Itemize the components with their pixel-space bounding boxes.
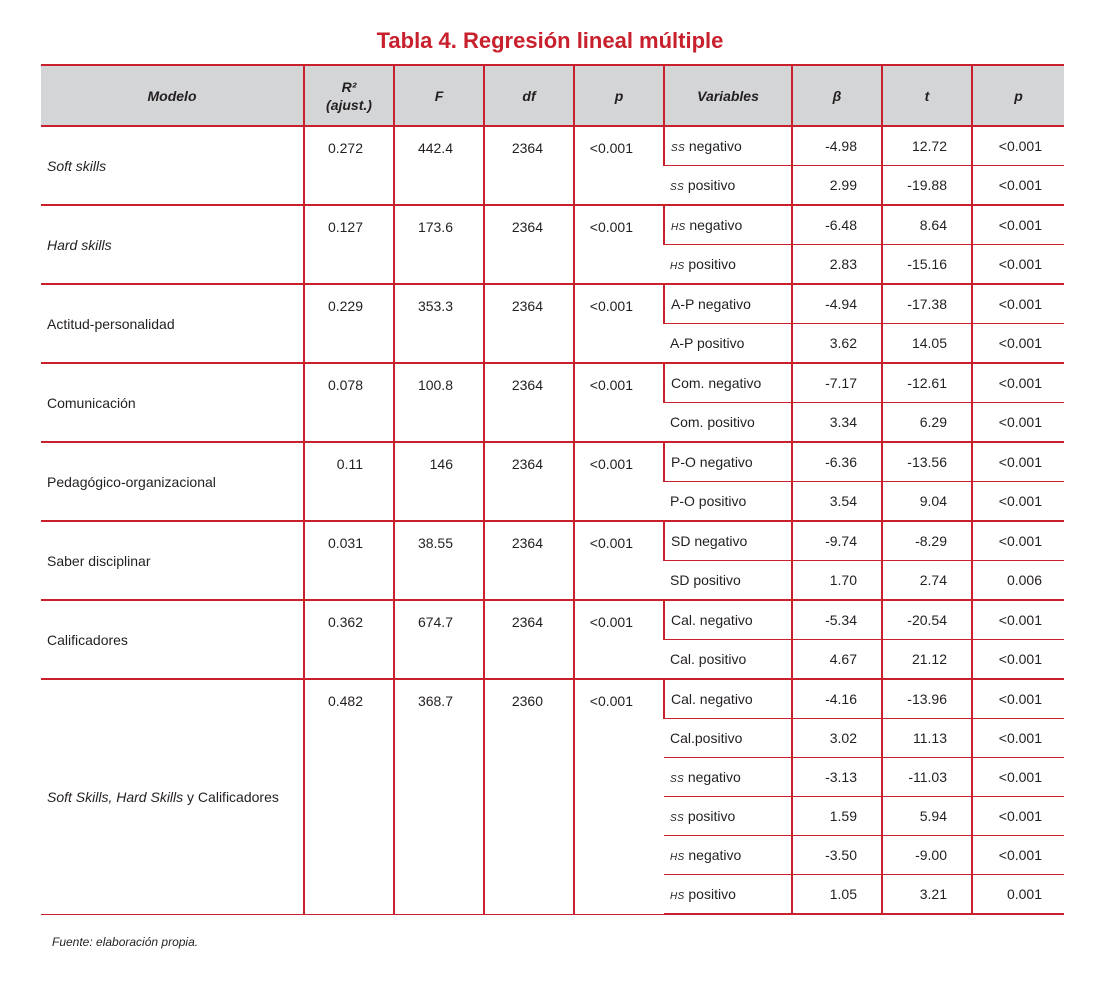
beta-value: 3.02	[792, 719, 882, 758]
variable-label: Cal. positivo	[670, 651, 747, 667]
df-value: 2364	[484, 600, 574, 679]
beta-value: -7.17	[792, 363, 882, 403]
p-value: <0.001	[574, 521, 664, 600]
f-value: 173.6	[394, 205, 484, 284]
variable-name	[664, 166, 792, 206]
t-value: -8.29	[882, 521, 972, 561]
header-t: t	[882, 65, 972, 126]
beta-value: 1.70	[792, 561, 882, 601]
variable-name	[664, 836, 792, 875]
header-variables: Variables	[664, 65, 792, 126]
row-p-value: <0.001	[972, 126, 1064, 166]
header-p2: p	[972, 65, 1064, 126]
beta-value: -4.98	[792, 126, 882, 166]
variable-name	[664, 205, 792, 245]
header-beta: β	[792, 65, 882, 126]
beta-value: -5.34	[792, 600, 882, 640]
p-value: <0.001	[574, 442, 664, 521]
table-row	[41, 442, 1064, 482]
model-name: Comunicación	[41, 363, 304, 442]
f-value: 353.3	[394, 284, 484, 363]
row-p-value: <0.001	[972, 324, 1064, 364]
t-value: -12.61	[882, 363, 972, 403]
p-value: <0.001	[574, 205, 664, 284]
header-r2-sub: (ajust.)	[326, 96, 372, 113]
variable-prefix: HS	[670, 261, 685, 272]
t-value: 8.64	[882, 205, 972, 245]
variable-label: negativo	[685, 217, 743, 233]
df-value: 2364	[484, 521, 574, 600]
model-name: Pedagógico-organizacional	[41, 442, 304, 521]
f-value: 674.7	[394, 600, 484, 679]
r2-value: 0.078	[304, 363, 394, 442]
t-value: -19.88	[882, 166, 972, 206]
variable-prefix: SS	[671, 143, 685, 154]
beta-value: -6.36	[792, 442, 882, 482]
variable-name	[664, 719, 792, 758]
f-value: 38.55	[394, 521, 484, 600]
model-name-part: Soft Skills	[47, 788, 109, 805]
beta-value: -4.94	[792, 284, 882, 324]
r2-value: 0.031	[304, 521, 394, 600]
variable-label: negativo	[684, 847, 742, 863]
variable-label: positivo	[683, 177, 736, 193]
variable-label: Cal. negativo	[671, 612, 753, 628]
table-row	[41, 521, 1064, 561]
row-p-value: <0.001	[972, 640, 1064, 680]
beta-value: 1.59	[792, 797, 882, 836]
variable-prefix: SS	[670, 813, 684, 824]
variable-label: SD positivo	[670, 572, 741, 588]
table-row	[41, 600, 1064, 640]
row-p-value: <0.001	[972, 521, 1064, 561]
df-value: 2364	[484, 363, 574, 442]
f-value: 368.7	[394, 679, 484, 914]
model-name: Hard skills	[41, 205, 304, 284]
header-r2	[304, 65, 394, 126]
t-value: -17.38	[882, 284, 972, 324]
beta-value: -3.13	[792, 758, 882, 797]
row-p-value: <0.001	[972, 482, 1064, 522]
variable-label: Com. positivo	[670, 414, 755, 430]
row-p-value: <0.001	[972, 797, 1064, 836]
variable-name	[664, 758, 792, 797]
model-name-part: y Calificadores	[183, 788, 279, 805]
row-p-value: <0.001	[972, 758, 1064, 797]
source-note: Fuente: elaboración propia.	[52, 935, 199, 949]
beta-value: -6.48	[792, 205, 882, 245]
row-p-value: <0.001	[972, 679, 1064, 719]
model-name	[41, 679, 304, 914]
table-row	[41, 363, 1064, 403]
variable-name	[664, 561, 792, 601]
variable-label: SD negativo	[671, 533, 748, 549]
variable-name	[664, 600, 792, 640]
df-value: 2364	[484, 126, 574, 205]
header-modelo: Modelo	[41, 65, 304, 126]
row-p-value: 0.006	[972, 561, 1064, 601]
p-value: <0.001	[574, 363, 664, 442]
variable-name	[664, 482, 792, 522]
table-row	[41, 679, 1064, 719]
variable-name	[664, 324, 792, 364]
row-p-value: <0.001	[972, 442, 1064, 482]
variable-label: P-O negativo	[671, 454, 753, 470]
variable-prefix: HS	[671, 222, 686, 233]
table-body	[41, 126, 1064, 914]
beta-value: 3.34	[792, 403, 882, 443]
r2-value: 0.11	[304, 442, 394, 521]
beta-value: -4.16	[792, 679, 882, 719]
variable-label: A-P positivo	[670, 335, 745, 351]
header-r2-main: R²	[341, 78, 357, 95]
variable-name	[664, 875, 792, 915]
variable-prefix: HS	[670, 891, 685, 902]
header-p: p	[574, 65, 664, 126]
model-name: Soft skills	[41, 126, 304, 205]
table-row	[41, 126, 1064, 166]
df-value: 2360	[484, 679, 574, 914]
model-name: Calificadores	[41, 600, 304, 679]
variable-label: negativo	[684, 138, 742, 154]
row-p-value: <0.001	[972, 363, 1064, 403]
table-row	[41, 284, 1064, 324]
t-value: 3.21	[882, 875, 972, 915]
t-value: 14.05	[882, 324, 972, 364]
t-value: -9.00	[882, 836, 972, 875]
variable-name	[664, 640, 792, 680]
model-name-part: ,	[108, 788, 117, 805]
row-p-value: <0.001	[972, 600, 1064, 640]
variable-label: Cal.positivo	[670, 730, 743, 746]
t-value: -13.96	[882, 679, 972, 719]
row-p-value: <0.001	[972, 166, 1064, 206]
row-p-value: <0.001	[972, 205, 1064, 245]
t-value: -20.54	[882, 600, 972, 640]
row-p-value: <0.001	[972, 284, 1064, 324]
variable-name	[664, 245, 792, 285]
row-p-value: <0.001	[972, 245, 1064, 285]
r2-value: 0.272	[304, 126, 394, 205]
variable-name	[664, 797, 792, 836]
t-value: 5.94	[882, 797, 972, 836]
beta-value: 4.67	[792, 640, 882, 680]
beta-value: -9.74	[792, 521, 882, 561]
variable-name	[664, 403, 792, 443]
t-value: 21.12	[882, 640, 972, 680]
row-p-value: <0.001	[972, 719, 1064, 758]
df-value: 2364	[484, 442, 574, 521]
variable-label: Cal. negativo	[671, 691, 753, 707]
df-value: 2364	[484, 205, 574, 284]
variable-prefix: SS	[670, 182, 684, 193]
variable-label: positivo	[683, 808, 736, 824]
variable-name	[664, 521, 792, 561]
row-p-value: <0.001	[972, 836, 1064, 875]
f-value: 442.4	[394, 126, 484, 205]
p-value: <0.001	[574, 600, 664, 679]
beta-value: 1.05	[792, 875, 882, 915]
beta-value: -3.50	[792, 836, 882, 875]
variable-name	[664, 284, 792, 324]
r2-value: 0.127	[304, 205, 394, 284]
variable-label: P-O positivo	[670, 493, 747, 509]
variable-name	[664, 126, 792, 166]
beta-value: 2.83	[792, 245, 882, 285]
r2-value: 0.229	[304, 284, 394, 363]
model-name: Saber disciplinar	[41, 521, 304, 600]
beta-value: 3.62	[792, 324, 882, 364]
beta-value: 3.54	[792, 482, 882, 522]
t-value: -13.56	[882, 442, 972, 482]
f-value: 100.8	[394, 363, 484, 442]
t-value: 12.72	[882, 126, 972, 166]
variable-label: Com. negativo	[671, 375, 762, 391]
p-value: <0.001	[574, 679, 664, 914]
table-row	[41, 205, 1064, 245]
variable-label: A-P negativo	[671, 296, 751, 312]
variable-label: positivo	[684, 886, 736, 902]
p-value: <0.001	[574, 284, 664, 363]
regression-table	[41, 64, 1064, 915]
header-f: F	[394, 65, 484, 126]
variable-label: negativo	[683, 769, 741, 785]
f-value: 146	[394, 442, 484, 521]
r2-value: 0.362	[304, 600, 394, 679]
t-value: 6.29	[882, 403, 972, 443]
variable-prefix: SS	[670, 774, 684, 785]
beta-value: 2.99	[792, 166, 882, 206]
variable-prefix: HS	[670, 852, 685, 863]
df-value: 2364	[484, 284, 574, 363]
variable-name	[664, 442, 792, 482]
t-value: -15.16	[882, 245, 972, 285]
table-title: Tabla 4. Regresión lineal múltiple	[376, 28, 724, 53]
row-p-value: <0.001	[972, 403, 1064, 443]
header-df: df	[484, 65, 574, 126]
variable-name	[664, 363, 792, 403]
t-value: -11.03	[882, 758, 972, 797]
model-name-part: Hard Skills	[116, 788, 184, 805]
variable-name	[664, 679, 792, 719]
t-value: 9.04	[882, 482, 972, 522]
p-value: <0.001	[574, 126, 664, 205]
model-name: Actitud-personalidad	[41, 284, 304, 363]
t-value: 11.13	[882, 719, 972, 758]
r2-value: 0.482	[304, 679, 394, 914]
row-p-value: 0.001	[972, 875, 1064, 915]
t-value: 2.74	[882, 561, 972, 601]
variable-label: positivo	[684, 256, 736, 272]
header-row	[41, 65, 1064, 126]
